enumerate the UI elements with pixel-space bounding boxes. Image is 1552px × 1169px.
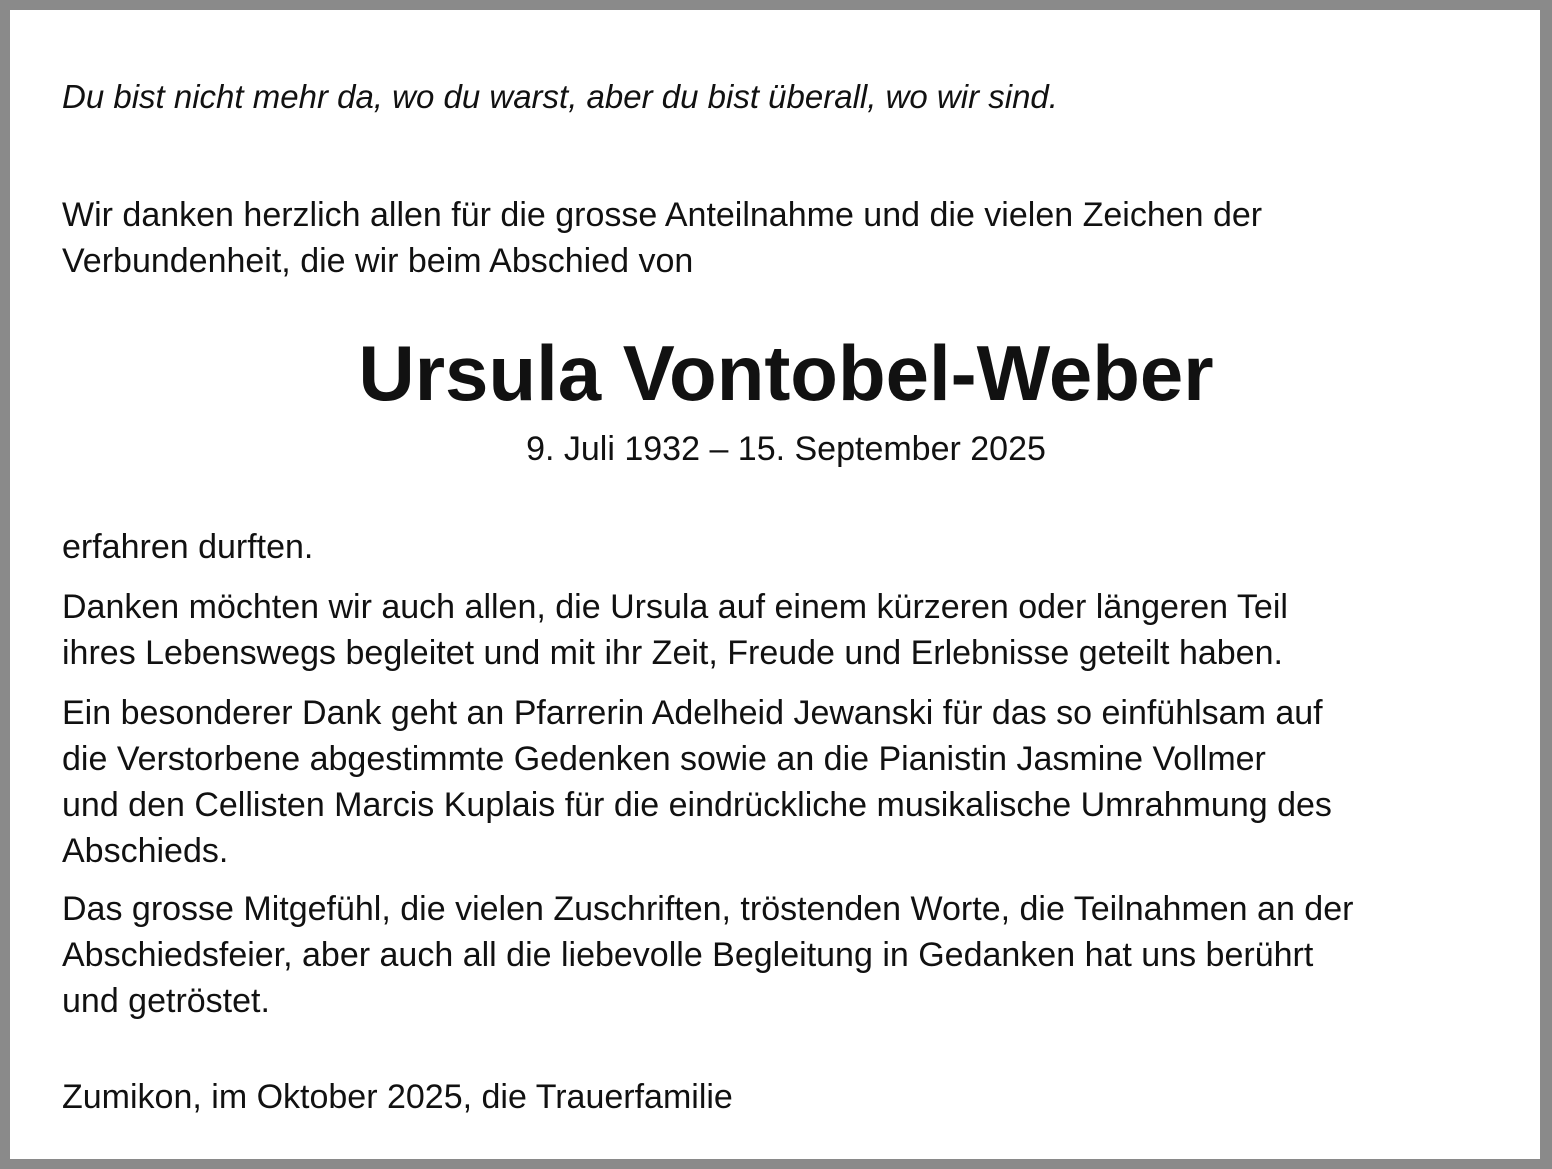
deceased-name: Ursula Vontobel-Weber — [358, 329, 1214, 417]
paragraph-line: Das grosse Mitgefühl, die vielen Zuschriften, tröstenden Worte, die Teilnahmen an der — [62, 890, 1354, 928]
intro-line: Verbundenheit, die wir beim Abschied von — [62, 242, 694, 280]
motto-quote: Du bist nicht mehr da, wo du warst, aber du bist überall, wo wir sind. — [62, 78, 1058, 115]
paragraph-thanks-companions — [62, 584, 1288, 676]
paragraph-line: Ein besonderer Dank geht an Pfarrerin Adelheid Jewanski für das so einfühlsam auf — [62, 694, 1323, 732]
intro-paragraph — [62, 192, 1262, 284]
paragraph-line: Abschieds. — [62, 832, 229, 870]
paragraph-sympathy — [62, 886, 1353, 1024]
intro-line: Wir danken herzlich allen für die grosse Anteilnahme und die vielen Zeichen der — [62, 196, 1263, 234]
paragraph-experienced — [62, 524, 313, 570]
paragraph-line: Danken möchten wir auch allen, die Ursula auf einem kürzeren oder längeren Teil — [62, 588, 1288, 626]
paragraph-line: und getröstet. — [62, 982, 270, 1020]
paragraph-line: Abschiedsfeier, aber auch all die liebevolle Begleitung in Gedanken hat uns berührt — [62, 936, 1314, 974]
life-dates: 9. Juli 1932 – 15. September 2025 — [526, 430, 1046, 468]
paragraph-line: ihres Lebenswegs begleitet und mit ihr Zeit, Freude und Erlebnisse geteilt haben. — [62, 634, 1283, 672]
paragraph-line: die Verstorbene abgestimmte Gedenken sowie an die Pianistin Jasmine Vollmer — [62, 740, 1266, 778]
paragraph-special-thanks — [62, 690, 1332, 874]
paragraph-line: und den Cellisten Marcis Kuplais für die eindrückliche musikalische Umrahmung des — [62, 786, 1332, 824]
paragraph-line: erfahren durften. — [62, 528, 314, 566]
signature-line: Zumikon, im Oktober 2025, die Trauerfamilie — [62, 1078, 733, 1116]
